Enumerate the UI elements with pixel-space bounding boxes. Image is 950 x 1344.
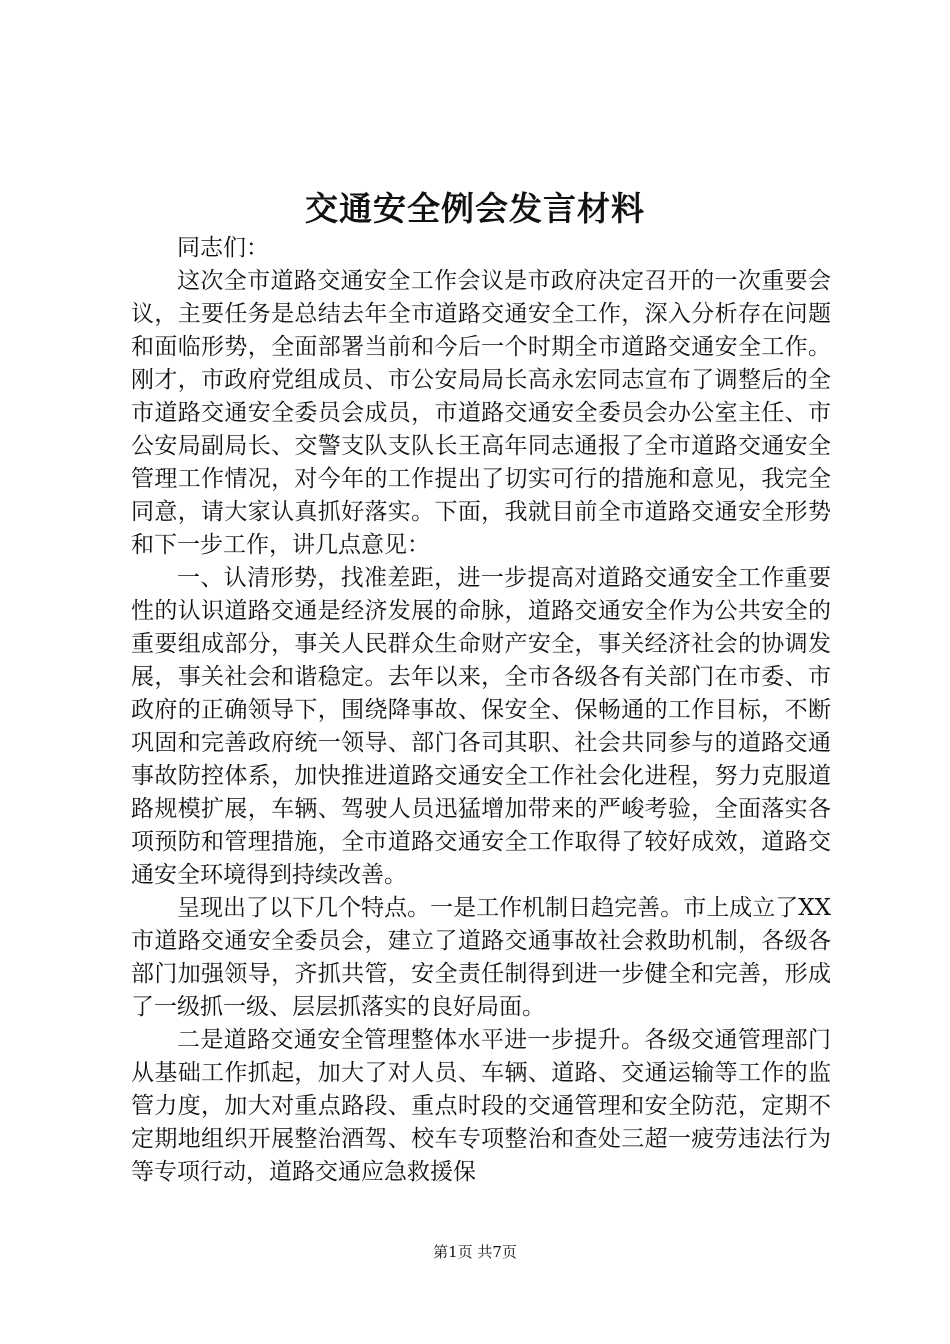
paragraph-2: 一、认清形势，找准差距，进一步提高对道路交通安全工作重要性的认识道路交通是经济发展的命脉，道路交通安全作为公共安全的重要组成部分，事关人民群众生命财产安全，事关经济社会的协调发展，事关社会和谐稳定。去年以来，全市各级各有关部门在市委、市政府的正确领导下，围绕降事故、保安全、保畅通的工作目标，不断巩固和完善政府统一领导、部门各司其职、社会共同参与的道路交通事故防控体系，加快推进道路交通安全工作社会化进程，努力克服道路规模扩展，车辆、驾驶人员迅猛增加带来的严峻考验，全面落实各项预防和管理措施，全市道路交通安全工作取得了较好成效，道路交通安全环境得到持续改善。 <box>131 565 831 888</box>
document-body <box>131 232 831 1189</box>
paragraph-1: 这次全市道路交通安全工作会议是市政府决定召开的一次重要会议，主要任务是总结去年全市道路交通安全工作，深入分析存在问题和面临形势，全面部署当前和今后一个时期全市道路交通安全工作。刚才，市政府党组成员、市公安局局长高永宏同志宣布了调整后的全市道路交通安全委员会成员，市道路交通安全委员会办公室主任、市公安局副局长、交警支队支队长王高年同志通报了全市道路交通安全管理工作情况，对今年的工作提出了切实可行的措施和意见，我完全同意，请大家认真抓好落实。下面，我就目前全市道路交通安全形势和下一步工作，讲几点意见： <box>131 268 831 558</box>
page-footer: 第1页 共7页 <box>433 1243 517 1261</box>
salutation: 同志们： <box>177 235 269 261</box>
paragraph-3: 呈现出了以下几个特点。一是工作机制日趋完善。市上成立了XX市道路交通安全委员会，建立了道路交通事故社会救助机制，各级各部门加强领导，齐抓共管，安全责任制得到进一步健全和完善，形成了一级抓一级、层层抓落实的良好局面。 <box>131 895 831 1020</box>
paragraph-4: 二是道路交通安全管理整体水平进一步提升。各级交通管理部门从基础工作抓起，加大了对人员、车辆、道路、交通运输等工作的监管力度，加大对重点路段、重点时段的交通管理和安全防范，定期不定期地组织开展整治酒驾、校车专项整治和查处三超一疲劳违法行为等专项行动，道路交通应急救援保 <box>131 1027 831 1185</box>
document-title: 交通安全例会发言材料 <box>305 189 645 228</box>
